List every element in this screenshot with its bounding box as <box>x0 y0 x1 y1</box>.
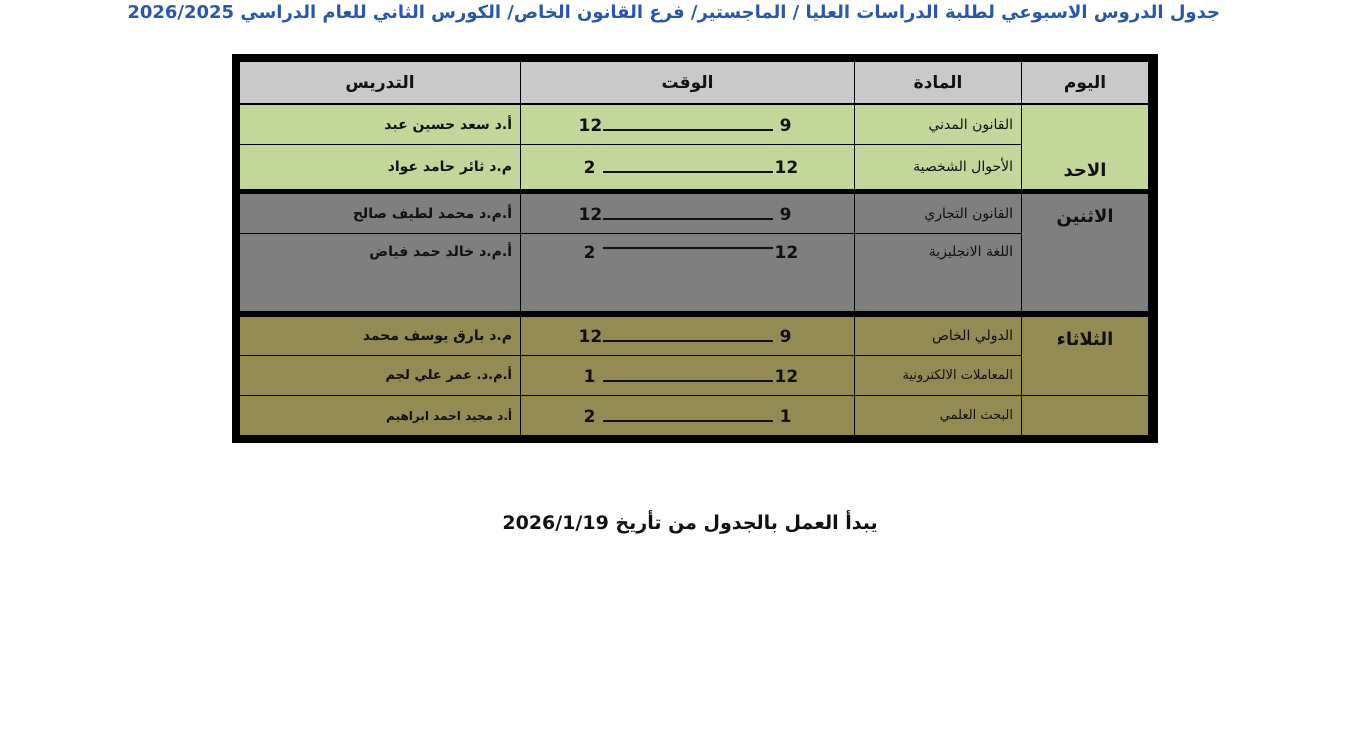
day-tuesday: الثلاثاء <box>1022 317 1148 395</box>
day-empty-cell <box>1022 396 1148 435</box>
teacher-cell: أ.م.د محمد لطيف صالح <box>240 194 520 233</box>
time-dash <box>603 129 773 131</box>
header-day: اليوم <box>1022 62 1148 104</box>
teacher-cell: م.د بارق يوسف محمد <box>240 317 520 355</box>
time-cell <box>521 396 854 435</box>
subject-cell: القانون المدني <box>855 105 1021 144</box>
time-to: 12 <box>578 204 603 225</box>
time-cell <box>521 145 854 189</box>
day-monday: الاثنين <box>1022 194 1148 311</box>
teacher-cell: أ.د سعد حسين عبد <box>240 105 520 144</box>
time-to: 12 <box>578 327 603 347</box>
subject-cell: القانون التجاري <box>855 194 1021 233</box>
time-cell <box>521 317 854 355</box>
time-cell <box>521 194 854 233</box>
day-sunday: الاحد <box>1022 105 1148 189</box>
time-from: 12 <box>774 158 799 178</box>
time-from: 1 <box>779 406 792 427</box>
teacher-cell: أ.م.د. عمر علي لجم <box>240 356 520 395</box>
teacher-cell: م.د ثائر حامد عواد <box>240 145 520 189</box>
time-to: 2 <box>583 406 596 427</box>
table-header-row <box>232 62 1158 104</box>
time-from: 9 <box>779 204 792 225</box>
subject-cell: اللغة الانجليزية <box>855 234 1021 311</box>
time-dash <box>603 380 773 382</box>
time-from: 12 <box>774 366 799 387</box>
teacher-cell: أ.م.د خالد حمد فياض <box>240 234 520 311</box>
time-cell <box>521 356 854 395</box>
time-to: 2 <box>583 243 596 263</box>
header-time: الوقت <box>521 62 854 104</box>
time-to: 12 <box>578 115 603 136</box>
time-from: 9 <box>779 115 792 136</box>
subject-cell: البحث العلمي <box>855 396 1021 435</box>
time-from: 12 <box>774 243 799 263</box>
time-to: 1 <box>583 366 596 387</box>
header-teacher: التدريس <box>240 62 520 104</box>
subject-cell: الدولي الخاص <box>855 317 1021 355</box>
teacher-cell: أ.د مجيد احمد ابراهيم <box>240 396 520 435</box>
time-dash <box>603 420 773 422</box>
time-dash <box>603 340 773 342</box>
schedule-table <box>232 54 1158 443</box>
start-date-note: يبدأ العمل بالجدول من تأريخ 2026/1/19 <box>502 512 878 534</box>
time-dash <box>603 171 773 173</box>
time-from: 9 <box>779 327 792 347</box>
time-dash <box>603 247 773 249</box>
time-to: 2 <box>583 158 596 178</box>
subject-cell: المعاملات الالكترونية <box>855 356 1021 395</box>
time-cell <box>521 234 854 311</box>
page-title: جدول الدروس الاسبوعي لطلبة الدراسات العليا / الماجستير/ فرع القانون الخاص/ الكورس الثاني للعام الدراسي 2026/2025 <box>127 2 1220 23</box>
time-cell <box>521 105 854 144</box>
time-dash <box>603 218 773 220</box>
subject-cell: الأحوال الشخصية <box>855 145 1021 189</box>
header-subject: المادة <box>855 62 1021 104</box>
